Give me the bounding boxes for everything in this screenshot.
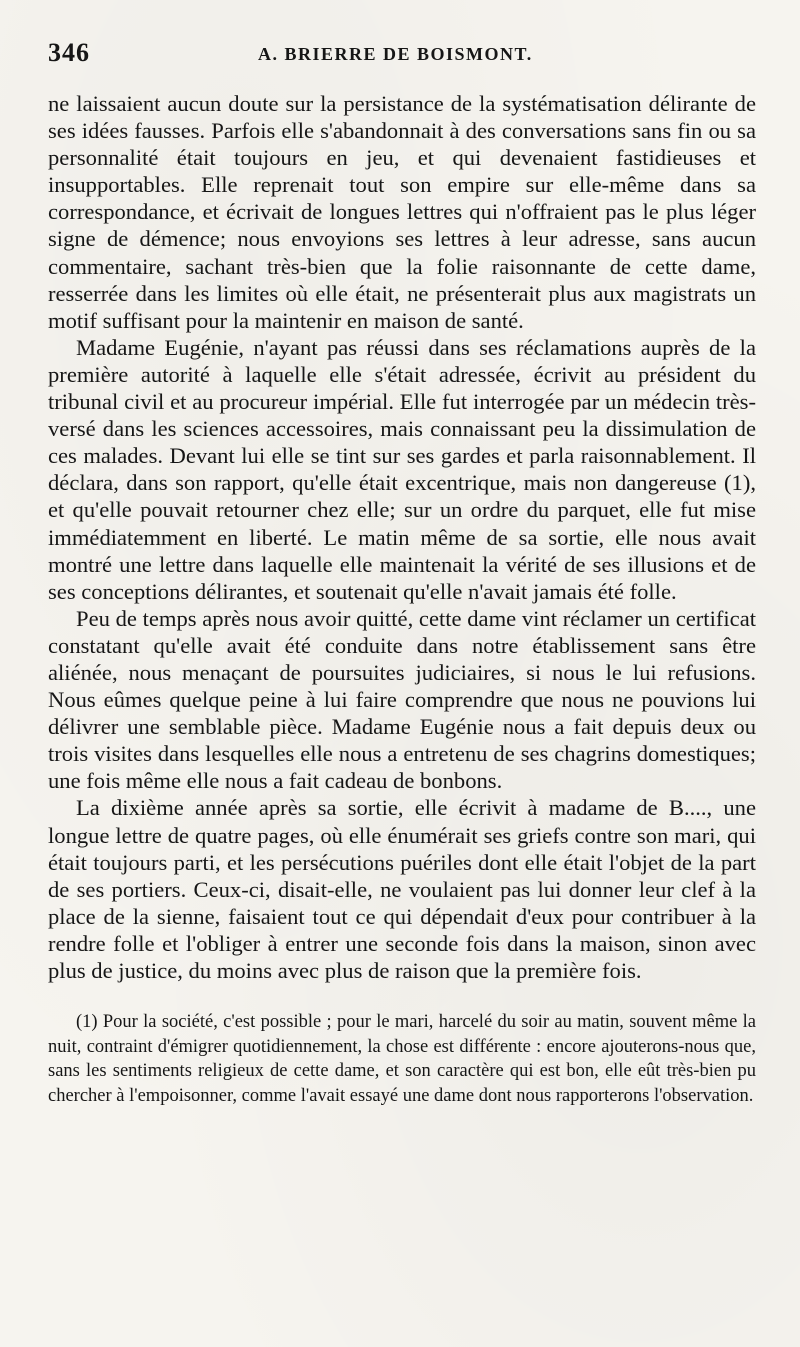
running-head: A. BRIERRE DE BOISMONT.: [258, 44, 533, 64]
paragraph-3: Peu de temps après nous avoir quitté, cette dame vint réclamer un certificat constatant qu'elle avait été conduite dans notre établissement sans être aliénée, nous menaçant de poursuites judiciaires, si nous le lui refusions. Nous eûmes quelque peine à lui faire comprendre que nous ne pouvions lui délivrer une semblable pièce. Madame Eugénie nous a fait depuis deux ou trois visites dans lesquelles elle nous a entretenu de ses chagrins domestiques; une fois même elle nous a fait cadeau de bonbons.: [48, 605, 756, 794]
footnotes: [48, 1010, 756, 1108]
page-header: [48, 38, 756, 78]
footnote-1: (1) Pour la société, c'est possible ; pour le mari, harcelé du soir au matin, souvent même la nuit, contraint d'émigrer quotidiennement, la chose est différente : encore ajouterons-nous que, sans les sentiments religieux de cette dame, et son caractère qui est bon, elle eût très-bien pu chercher à l'empoisonner, comme l'avait essayé une dame dont nous rapporterons l'observation.: [48, 1012, 756, 1106]
paragraph-4: La dixième année après sa sortie, elle écrivit à madame de B...., une longue lettre de quatre pages, où elle énumérait ses griefs contre son mari, qui était toujours parti, et les persécutions puériles dont elle était l'objet de la part de ses portiers. Ceux-ci, disait-elle, ne voulaient pas lui donner leur clef à la place de la sienne, faisaient tout ce qui dépendait d'eux pour contribuer à la rendre folle et l'obliger à entrer une seconde fois dans la maison, sinon avec plus de justice, du moins avec plus de raison que la première fois.: [48, 795, 756, 983]
page-number: 346: [48, 38, 90, 67]
paragraph-1: ne laissaient aucun doute sur la persistance de la systématisation délirante de ses idées fausses. Parfois elle s'abandonnait à des conversations sans fin ou sa personnalité était toujours en jeu, et qui devenaient fastidieuses et insupportables. Elle reprenait tout son empire sur elle-même dans sa correspondance, et écrivait de longues lettres qui n'offraient pas le plus léger signe de démence; nous envoyions ses lettres à leur adresse, sans aucun commentaire, sachant très-bien que la folie raisonnante de cette dame, resserrée dans les limites où elle était, ne présenterait plus aux magistrats un motif suffisant pour la maintenir en maison de santé.: [48, 91, 756, 333]
paragraph-2: Madame Eugénie, n'ayant pas réussi dans ses réclamations auprès de la première autorité à laquelle elle s'était adressée, écrivit au président du tribunal civil et au procureur impérial. Elle fut interrogée par un médecin très-versé dans les sciences accessoires, mais connaissant peu la dissimulation de ces malades. Devant lui elle se tint sur ses gardes et parla raisonnablement. Il déclara, dans son rapport, qu'elle était excentrique, mais non dangereuse (1), et qu'elle pouvait retourner chez elle; sur un ordre du parquet, elle fut mise immédiatemment en liberté. Le matin même de sa sortie, elle nous avait montré une lettre dans laquelle elle maintenait la vérité de ses illusions et de ses conceptions délirantes, et soutenait qu'elle n'avait jamais été folle.: [48, 334, 756, 604]
body-text: [48, 90, 756, 984]
